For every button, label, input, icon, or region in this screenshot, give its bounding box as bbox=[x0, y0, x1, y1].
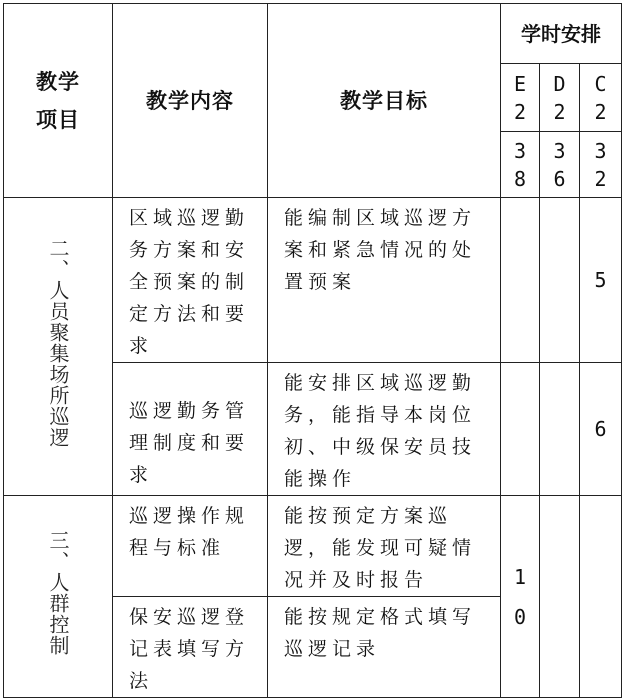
hours-c: 6 bbox=[594, 417, 607, 441]
hours-c-cell bbox=[580, 363, 622, 496]
code-e-top-cell bbox=[501, 64, 540, 132]
hours-d-cell bbox=[540, 363, 580, 496]
header-content: 教学内容 bbox=[146, 87, 234, 113]
project-cell bbox=[4, 496, 113, 698]
code-d-bottom-cell bbox=[540, 132, 580, 198]
hours-d-cell bbox=[540, 198, 580, 363]
header-goal: 教学目标 bbox=[340, 87, 428, 113]
hours-d-cell bbox=[540, 496, 580, 698]
content-text: 区域巡逻勤务方案和安全预案的制定方法和要求 bbox=[129, 207, 250, 357]
code-d-top-cell bbox=[540, 64, 580, 132]
goal-text: 能按预定方案巡逻，能发现可疑情况并及时报告 bbox=[284, 505, 477, 591]
code-d-top: D2 bbox=[553, 71, 566, 124]
goal-cell bbox=[268, 597, 501, 698]
header-time-cell bbox=[501, 4, 622, 64]
code-e-bottom-cell bbox=[501, 132, 540, 198]
code-c-top-cell bbox=[580, 64, 622, 132]
content-cell bbox=[113, 363, 268, 496]
content-text: 巡逻勤务管理制度和要求 bbox=[129, 400, 250, 486]
content-cell bbox=[113, 198, 268, 363]
table-row bbox=[4, 496, 622, 597]
header-content-cell bbox=[113, 4, 268, 198]
hours-c-cell bbox=[580, 198, 622, 363]
content-cell bbox=[113, 496, 268, 597]
teaching-schedule-table bbox=[3, 3, 622, 698]
project-label: 三、人群控制 bbox=[46, 530, 70, 656]
content-text: 保安巡逻登记表填写方法 bbox=[129, 606, 250, 692]
hours-e-cell bbox=[501, 198, 540, 363]
project-label: 二、人员聚集场所巡逻 bbox=[46, 238, 70, 448]
content-text: 巡逻操作规程与标准 bbox=[129, 505, 250, 559]
hours-e: 10 bbox=[513, 564, 527, 629]
code-d-bottom: 36 bbox=[553, 138, 566, 191]
header-project-cell bbox=[4, 4, 113, 198]
goal-cell bbox=[268, 198, 501, 363]
code-c-bottom-cell bbox=[580, 132, 622, 198]
hours-c: 5 bbox=[594, 268, 607, 292]
hours-e-cell bbox=[501, 496, 540, 698]
hours-e-cell bbox=[501, 363, 540, 496]
code-e-bottom: 38 bbox=[513, 138, 527, 191]
header-goal-cell bbox=[268, 4, 501, 198]
goal-cell bbox=[268, 363, 501, 496]
project-cell bbox=[4, 198, 113, 496]
goal-text: 能按规定格式填写巡逻记录 bbox=[284, 606, 477, 660]
goal-cell bbox=[268, 496, 501, 597]
header-row bbox=[4, 4, 622, 64]
code-c-bottom: 32 bbox=[594, 138, 607, 191]
code-c-top: C2 bbox=[594, 71, 607, 124]
hours-c-cell bbox=[580, 496, 622, 698]
code-e-top: E2 bbox=[513, 71, 527, 124]
goal-text: 能安排区域巡逻勤务，能指导本岗位初、中级保安员技能操作 bbox=[284, 372, 477, 490]
content-cell bbox=[113, 597, 268, 698]
goal-text: 能编制区域巡逻方案和紧急情况的处置预案 bbox=[284, 207, 477, 293]
table-row bbox=[4, 198, 622, 363]
header-project: 教学项目 bbox=[36, 68, 80, 132]
header-time: 学时安排 bbox=[521, 21, 601, 46]
